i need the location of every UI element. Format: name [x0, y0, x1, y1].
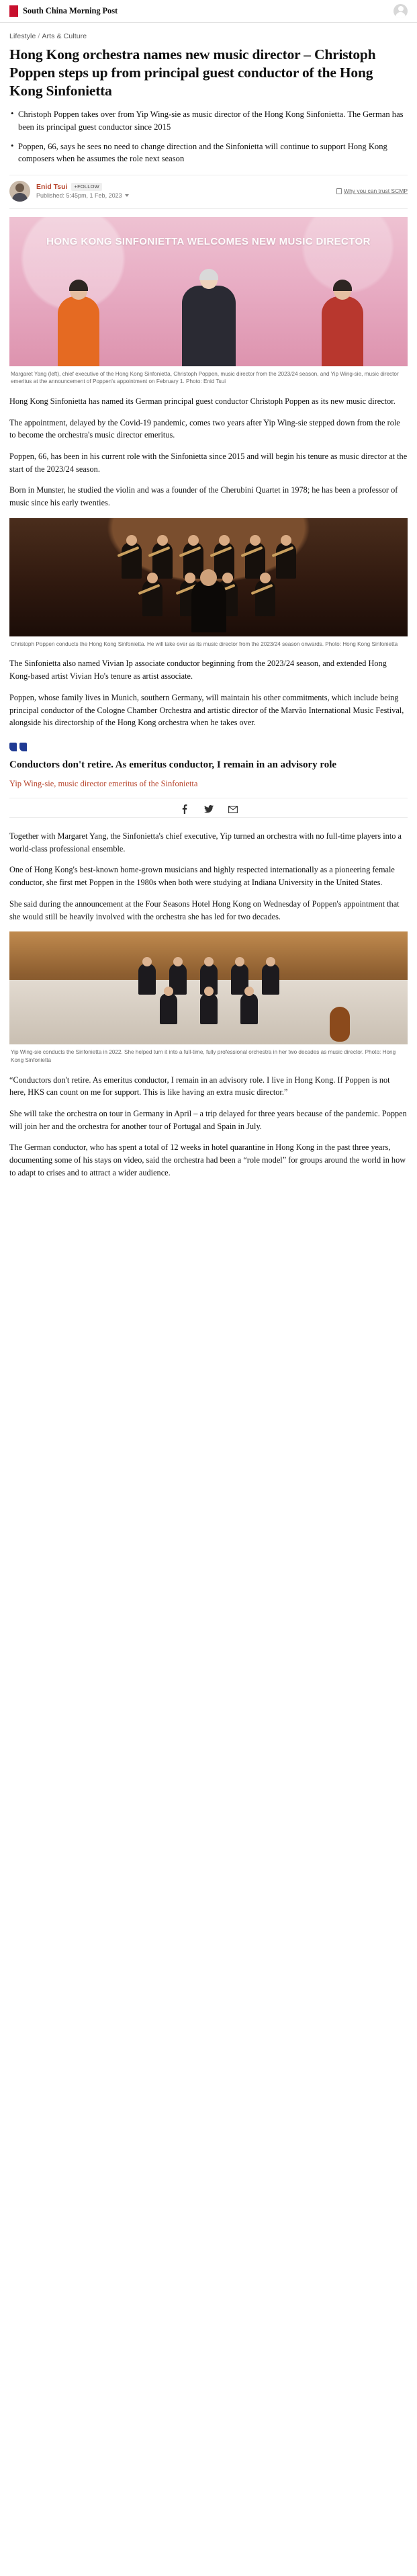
author-name[interactable]: Enid Tsui [36, 182, 68, 191]
scmp-logo-icon [9, 5, 18, 17]
byline-info [36, 183, 330, 200]
site-name: South China Morning Post [23, 6, 118, 15]
trust-link[interactable] [336, 188, 408, 194]
chevron-down-icon[interactable] [125, 194, 129, 197]
musician [276, 542, 296, 579]
byline [9, 175, 408, 209]
hero-caption: Margaret Yang (left), chief executive of the Hong Kong Sinfonietta, Christoph Poppen, music director from the 2023/24 season, and Yip Wing-sie, music director emeritus at the announcement of Poppen's appointment on February 1. Photo: Enid Tsui [11, 370, 399, 385]
orchestra-caption: Christoph Poppen conducts the Hong Kong Sinfonietta. He will take over as its music director from the 2023/24 season onwards. Photo: Hong Kong Sinfonietta [11, 640, 398, 647]
share-row [9, 798, 408, 818]
tour-photo [9, 931, 408, 1044]
twitter-icon[interactable] [203, 804, 214, 815]
breadcrumb-item-arts-culture[interactable]: Arts & Culture [42, 32, 87, 40]
email-icon[interactable] [228, 804, 238, 815]
paragraph: “Conductors don't retire. As emeritus conductor, I remain in an advisory role. I live in Hong Kong. If Poppen is not here, HKS can count on me for support. This is like having an extra music director.” [9, 1075, 390, 1097]
musician [262, 964, 279, 995]
follow-button[interactable]: +FOLLOW [71, 183, 101, 191]
publish-date-row [36, 192, 330, 199]
summary-bullet: • Christoph Poppen takes over from Yip Wing-sie as music director of the Hong Kong Sinfonietta. The German has been its principal guest conductor since 2015 [18, 108, 408, 133]
musician [138, 964, 156, 995]
tour-caption: Yip Wing-sie conducts the Sinfonietta in 2022. She helped turn it into a full-time, fully professional orchestra in her two decades as music director. Photo: Hong Kong Sinfonietta [11, 1049, 396, 1063]
tour-figure [9, 931, 408, 1064]
conductor-figure [191, 580, 226, 632]
publish-date: Published: 5:45pm, 1 Feb, 2023 [36, 192, 122, 200]
orchestra-figure [9, 518, 408, 649]
person-christoph-poppen [182, 272, 236, 366]
byline-author-row [36, 183, 330, 191]
hero-banner-text: HONG KONG SINFONIETTA WELCOMES NEW MUSIC DIRECTOR [46, 235, 371, 247]
quote-mark-icon [9, 743, 408, 751]
breadcrumb-item-lifestyle[interactable]: Lifestyle [9, 32, 36, 40]
header-actions [393, 4, 408, 18]
pullquote [9, 743, 408, 818]
paragraph: The German conductor, who has spent a total of 12 weeks in hotel quarantine in Hong Kong in the past three years, documenting some of his stays on video, said the orchestra had been a “role model” for groups around the world in how to adapt to crises and to attract a wider audience. [9, 1142, 406, 1177]
paragraph: She will take the orchestra on tour in Germany in April – a trip delayed for three years because of the pandemic. Poppen will join her and the orchestra for another tour of Portugal and Spain in July. [9, 1108, 407, 1131]
paragraph: Hong Kong Sinfonietta has named its German principal guest conductor Christoph Poppen as its new music director. [9, 397, 396, 407]
paragraph: The Sinfonietta also named Vivian Ip associate conductor beginning from the 2023/24 season, and extended Hong Kong-based artist Vivian Ho's tenure as artist associate. [9, 659, 387, 681]
site-logo[interactable] [9, 5, 118, 17]
shield-check-icon [336, 188, 342, 194]
user-avatar-icon[interactable] [393, 4, 408, 18]
paragraph: Born in Munster, he studied the violin and was a founder of the Cherubini Quartet in 1978; he has been a professor of music since his early twenties. [9, 485, 398, 508]
article [0, 32, 417, 1179]
musician [200, 993, 218, 1024]
musician [122, 542, 142, 579]
summary-bullets [9, 108, 408, 165]
person-margaret-yang [58, 282, 99, 366]
summary-bullet: • Poppen, 66, says he sees no need to change direction and the Sinfonietta will continue to support Hong Kong composers when he assumes the role next season [18, 140, 408, 165]
author-avatar [9, 181, 30, 202]
musician [142, 580, 163, 616]
trust-link-label: Why you can trust SCMP [344, 188, 408, 195]
hero-figure [9, 217, 408, 386]
cello-instrument [330, 1007, 350, 1042]
person-yip-wing-sie [322, 282, 363, 366]
page-title: Hong Kong orchestra names new music director – Christoph Poppen steps up from principal guest conductor of the Hong Kong Sinfonietta [9, 46, 376, 99]
orchestra-photo [9, 518, 408, 636]
pullquote-text: Conductors don't retire. As emeritus conductor, I remain in an advisory role [9, 759, 337, 770]
musician [160, 993, 177, 1024]
paragraph: She said during the announcement at the Four Seasons Hotel Hong Kong on Wednesday of Poppen's appointment that she would still be heavily involved with the orchestra she has led for two decades. [9, 899, 400, 921]
breadcrumb-separator: / [38, 32, 40, 40]
paragraph: Poppen, 66, has been in his current role with the Sinfonietta since 2015 and will begin his tenure as music director at the start of the 2023/24 season. [9, 452, 408, 474]
musician [255, 580, 275, 616]
paragraph: Together with Margaret Yang, the Sinfonietta's chief executive, Yip turned an orchestra with no full-time players into a world-class professional ensemble. [9, 831, 402, 854]
hero-people [9, 275, 408, 366]
musician [240, 993, 258, 1024]
pullquote-attribution: Yip Wing-sie, music director emeritus of the Sinfonietta [9, 778, 198, 788]
facebook-icon[interactable] [179, 804, 190, 815]
hero-photo [9, 217, 408, 366]
paragraph: One of Hong Kong's best-known home-grown musicians and highly respected internationally as a pioneering female conductor, she first met Poppen in the 1980s when both were studying at Indiana University in the United States. [9, 865, 395, 888]
paragraph: Poppen, whose family lives in Munich, southern Germany, will maintain his other commitments, which include being principal conductor of the Cologne Chamber Orchestra and artistic director of the Marvão International Music Festival, alongside his directorship of the Hong Kong orchestra when he takes over. [9, 692, 404, 728]
site-header [0, 0, 417, 23]
breadcrumb [9, 32, 408, 40]
paragraph: The appointment, delayed by the Covid-19 pandemic, comes two years after Yip Wing-sie stepped down from the role to become the orchestra's music director emeritus. [9, 417, 400, 440]
